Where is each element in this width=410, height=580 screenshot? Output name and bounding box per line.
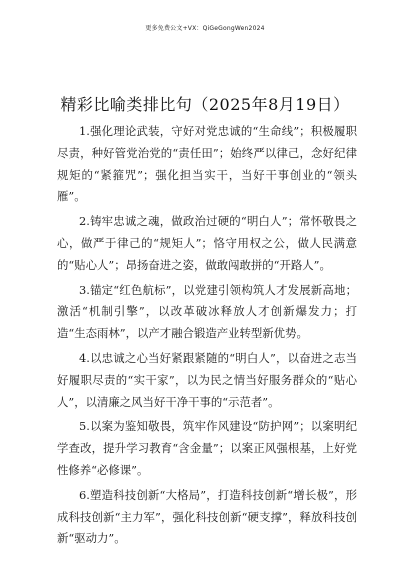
paragraph-6: 6.塑造科技创新“大格局”，打造科技创新“增长极”，形成科技创新“主力军”，强化科技创新“硬支撑”，释放科技创新“驱动力”。 <box>57 487 357 546</box>
paragraph-1: 1.强化理论武装，守好对党忠诚的“生命线”；积极履职尽责，种好管党治党的“责任田”；始终严以律己，念好纪律规矩的“紧箍咒”；强化担当实干，当好干事创业的“领头雁”。 <box>57 124 357 204</box>
document-title: 精彩比喻类排比句（2025年8月19日） <box>60 95 350 114</box>
paragraph-3: 3.锚定“红色航标”，以党建引领构筑人才发展新高地；激活“机制引擎”，以改革破冰释放人才创新爆发力；打造“生态雨林”，以产才融合锻造产业转型新优势。 <box>57 282 357 341</box>
paragraph-4: 4.以忠诚之心当好紧跟紧随的“明白人”，以奋进之志当好履职尽责的“实干家”，以为民之情当好服务群众的“贴心人”，以清廉之风当好干净干事的“示范者”。 <box>57 350 357 409</box>
paragraph-2: 2.铸牢忠诚之魂，做政治过硬的“明白人”；常怀敬畏之心，做严于律己的“规矩人”；恪守用权之公，做人民满意的“贴心人”；昂扬奋进之姿，做敢闯敢拼的“开路人”。 <box>57 214 357 272</box>
document-body <box>57 121 357 553</box>
paragraph-5: 5.以案为鉴知敬畏，筑牢作风建设“防护网”；以案明纪学查改，提升学习教育“含金量”；以案正风强根基，上好党性修养“必修课”。 <box>57 419 357 477</box>
header-note: 更多免费公文+VX：QiGeGongWen2024 <box>145 25 265 32</box>
